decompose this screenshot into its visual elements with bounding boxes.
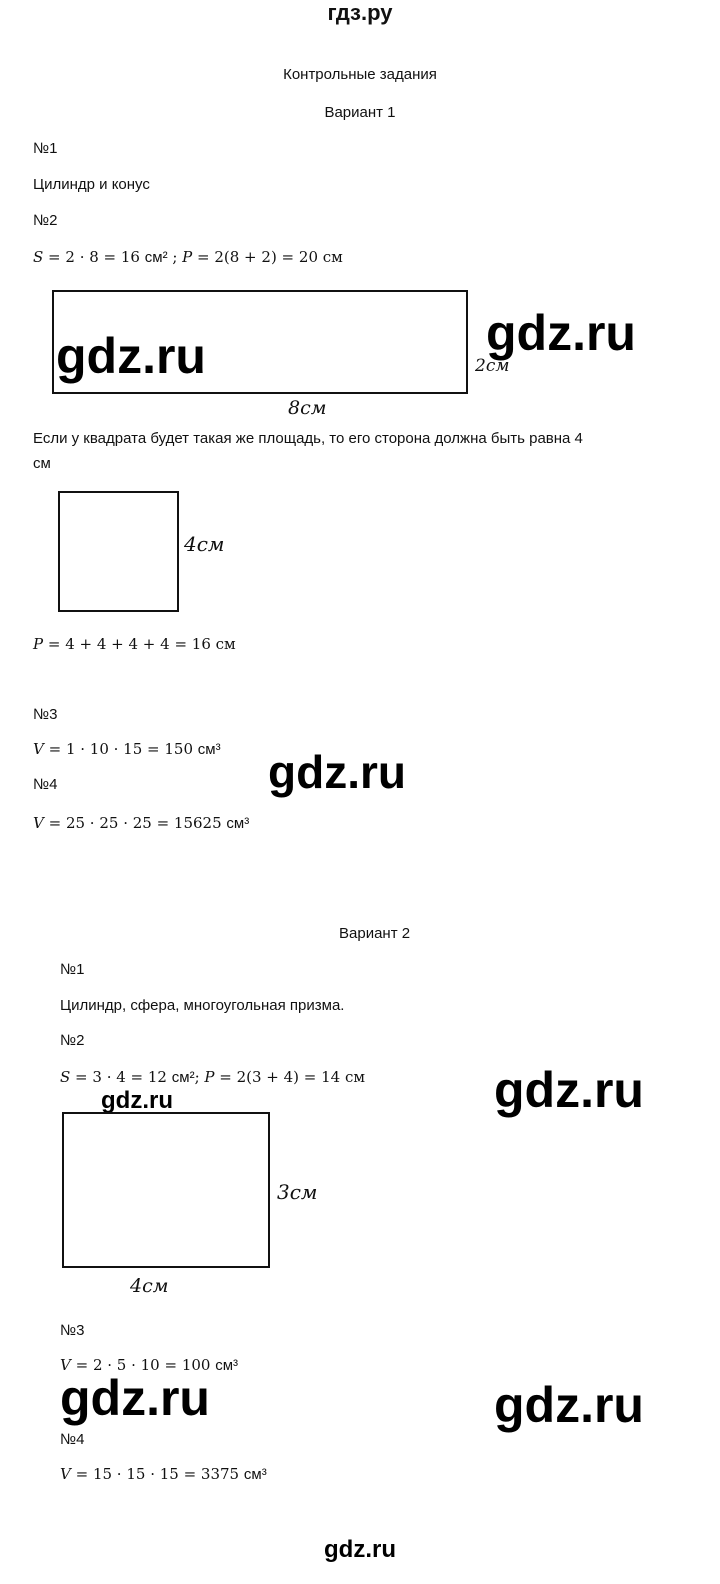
v1-task4-label: №4 [33,776,58,793]
perimeter-expression: = 2(8 + 2) = 20 см [192,248,343,266]
area-expression: = 2 · 8 = 16 [43,248,145,266]
watermark-small: gdz.ru [101,1087,173,1114]
v1-task4-formula [33,814,249,832]
watermark-right-1: gdz.ru [486,305,636,361]
v1-task2-label: №2 [33,212,58,229]
v1-task3-formula [33,740,221,758]
rectangle-height-label: 3см [277,1180,318,1204]
watermark-center-1: gdz.ru [268,746,406,798]
area-symbol: S [33,248,44,266]
watermark-right-bottom: gdz.ru [494,1377,644,1433]
variant-1-heading: Вариант 1 [324,104,396,121]
formula-separator: ; [167,248,183,266]
v2-task3-label: №3 [60,1322,85,1339]
volume-symbol: V [60,1356,71,1374]
volume-symbol: V [33,814,44,832]
watermark-right-2: gdz.ru [494,1062,644,1118]
perimeter-expression: = 2(3 + 4) = 14 см [214,1068,366,1086]
rectangle-width-label: 8см [288,397,327,419]
square-note: Если у квадрата будет такая же площадь, то его сторона должна быть равна 4 [33,430,583,447]
v1-task1-answer: Цилиндр и конус [33,176,150,193]
rectangle-4x3 [62,1112,270,1268]
watermark-in-rectangle: gdz.ru [56,328,206,384]
area-unit: см² [144,249,168,266]
v2-task4-label: №4 [60,1431,85,1448]
perimeter-symbol: P [204,1068,215,1086]
variant-2-heading: Вариант 2 [339,925,411,942]
v2-task2-formula [60,1068,365,1086]
volume-unit: см³ [197,741,221,758]
area-expression: = 3 · 4 = 12 [70,1068,172,1086]
volume-expression: = 25 · 25 · 25 = 15625 [43,814,227,832]
v2-task2-label: №2 [60,1032,85,1049]
v1-task1-label: №1 [33,140,58,157]
rectangle-width-label: 4см [130,1275,169,1297]
volume-unit: см³ [243,1466,267,1483]
watermark-left-bottom: gdz.ru [60,1370,210,1426]
square-4x4 [58,491,179,612]
v2-task4-formula [60,1465,267,1483]
square-perimeter-expression: = 4 + 4 + 4 + 4 = 16 см [43,635,236,653]
v2-task1-label: №1 [60,961,85,978]
volume-symbol: V [33,740,44,758]
square-perimeter-symbol: P [33,635,44,653]
rectangle-height-label: 2см [475,356,510,376]
volume-expression: = 15 · 15 · 15 = 3375 [70,1465,244,1483]
volume-expression: = 2 · 5 · 10 = 100 [70,1356,216,1374]
volume-symbol: V [60,1465,71,1483]
perimeter-symbol: P [182,248,193,266]
square-side-label: 4см [184,532,225,556]
v2-task1-answer: Цилиндр, сфера, многоугольная призма. [60,997,345,1014]
square-perimeter-formula [33,635,236,653]
formula-separator: ; [194,1068,205,1086]
square-note-continued: см [33,455,51,472]
v1-task3-label: №3 [33,706,58,723]
page-title: Контрольные задания [283,66,437,83]
volume-unit: см³ [226,815,250,832]
area-symbol: S [60,1068,71,1086]
footer-watermark: gdz.ru [324,1536,396,1563]
v1-task2-formula [33,248,343,266]
site-header: гдз.ру [327,0,393,25]
volume-expression: = 1 · 10 · 15 = 150 [43,740,198,758]
volume-unit: см³ [215,1357,239,1374]
area-unit: см² [171,1069,195,1086]
